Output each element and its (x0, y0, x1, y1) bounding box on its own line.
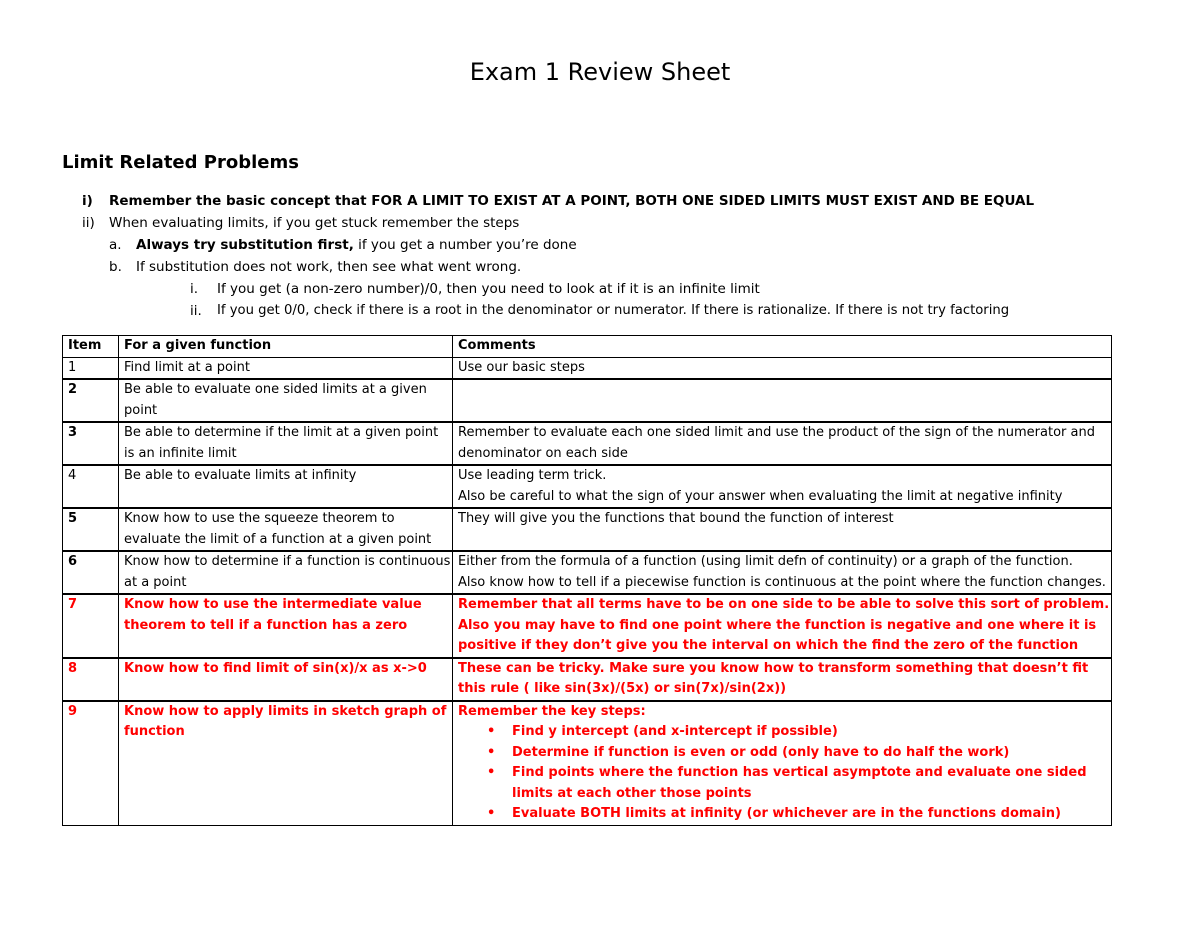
row-item: 5 (63, 508, 119, 551)
comment-line: Remember to evaluate each one sided limit and use the product of the sign of the numerator and denominator on each side (458, 425, 1095, 461)
comment-line: Also be careful to what the sign of your answer when evaluating the limit at negative infinity (458, 488, 1063, 504)
outline-item-a-rest: if you get a number you’re done (353, 237, 577, 253)
table-row (63, 379, 1112, 422)
row-function: Know how to use the intermediate value theorem to tell if a function has a zero (119, 594, 453, 658)
outline-item-i-caps: FOR A LIMIT TO EXIST AT A POINT, BOTH ONE SIDED LIMITS MUST EXIST AND BE EQUAL (371, 193, 1035, 209)
comment-line: Use leading term trick. (458, 468, 607, 483)
outline-item-b: If substitution does not work, then see what went wrong. (136, 259, 522, 275)
outline-item-a-bold: Always try substitution first, (136, 237, 354, 253)
outline-item-ii: When evaluating limits, if you get stuck remember the steps (109, 215, 520, 231)
table-header-row (63, 336, 1112, 358)
document-title: Exam 1 Review Sheet (469, 58, 731, 86)
header-function: For a given function (119, 336, 453, 358)
row-comments (453, 508, 1112, 551)
outline-item-i (109, 192, 1034, 210)
row-item: 6 (63, 551, 119, 594)
table-row (63, 551, 1112, 594)
comment-line: Either from the formula of a function (using limit defn of continuity) or a graph of the function. (458, 554, 1073, 569)
row-item: 2 (63, 379, 119, 422)
comment-line: Also you may have to find one point where the function is negative and one where it is positive if they don’t give you the interval on which the find the zero of the function (458, 617, 1097, 653)
row-function: Find limit at a point (119, 357, 453, 379)
comment-line: They will give you the functions that bound the function of interest (458, 511, 894, 526)
row-item: 7 (63, 594, 119, 658)
section-heading: Limit Related Problems (62, 152, 299, 173)
table-row (63, 594, 1112, 658)
table-row (63, 422, 1112, 465)
outline-item-b-i: If you get (a non-zero number)/0, then you need to look at if it is an infinite limit (217, 281, 760, 297)
row-function: Know how to apply limits in sketch graph of function (119, 701, 453, 826)
table-row (63, 658, 1112, 701)
list-item: • Find points where the function has vertical asymptote and evaluate one sided limits at each other those points (487, 763, 1111, 804)
row-comments (453, 701, 1112, 826)
row-item: 3 (63, 422, 119, 465)
table-row (63, 701, 1112, 826)
header-item: Item (63, 336, 119, 358)
row-item: 1 (63, 357, 119, 379)
list-item: • Evaluate BOTH limits at infinity (or whichever are in the functions domain) (487, 804, 1111, 825)
row-function: Be able to evaluate limits at infinity (119, 465, 453, 508)
outline-item-i-prefix: Remember the basic concept that (109, 193, 372, 209)
row-item: 8 (63, 658, 119, 701)
outline-marker-b: b. (109, 259, 122, 275)
comment-line: Also know how to tell if a piecewise function is continuous at the point where the function changes. (458, 574, 1106, 590)
row-comments (453, 379, 1112, 422)
row-comments (453, 658, 1112, 701)
header-comments: Comments (453, 336, 1112, 358)
row-function: Know how to use the squeeze theorem to evaluate the limit of a function at a given point (119, 508, 453, 551)
outline-marker-b-ii: ii. (190, 303, 202, 319)
outline-marker-a: a. (109, 237, 122, 253)
comment-line: Use our basic steps (458, 359, 585, 375)
row-comments (453, 594, 1112, 658)
row-function: Be able to evaluate one sided limits at a given point (119, 379, 453, 422)
review-table (62, 335, 1112, 826)
outline-marker-b-i: i. (190, 281, 199, 297)
comment-line: Remember that all terms have to be on one side to be able to solve this sort of problem. (458, 597, 1110, 612)
comment-line: Remember the key steps: (458, 703, 646, 719)
row-comments (453, 357, 1112, 379)
row-comments (453, 422, 1112, 465)
comment-line: These can be tricky. Make sure you know how to transform something that doesn’t fit this rule ( like sin(3x)/(5x) or sin(7x)/sin(2x)) (458, 660, 1089, 696)
row-function: Know how to find limit of sin(x)/x as x->0 (119, 658, 453, 701)
row-comments (453, 551, 1112, 594)
key-steps-list (458, 722, 1111, 825)
table-row (63, 465, 1112, 508)
row-item: 9 (63, 701, 119, 826)
row-function: Know how to determine if a function is continuous at a point (119, 551, 453, 594)
table-row (63, 357, 1112, 379)
outline-marker-i: i) (82, 193, 93, 209)
list-item: • Determine if function is even or odd (only have to do half the work) (487, 743, 1111, 764)
outline-marker-ii: ii) (82, 215, 95, 231)
table-row (63, 508, 1112, 551)
outline-item-a (136, 236, 577, 254)
outline-item-b-ii: If you get 0/0, check if there is a root in the denominator or numerator. If there is rationalize. If there is not try factoring (217, 303, 1010, 318)
row-function: Be able to determine if the limit at a given point is an infinite limit (119, 422, 453, 465)
row-comments (453, 465, 1112, 508)
list-item: • Find y intercept (and x-intercept if possible) (487, 722, 1111, 743)
row-item: 4 (63, 465, 119, 508)
